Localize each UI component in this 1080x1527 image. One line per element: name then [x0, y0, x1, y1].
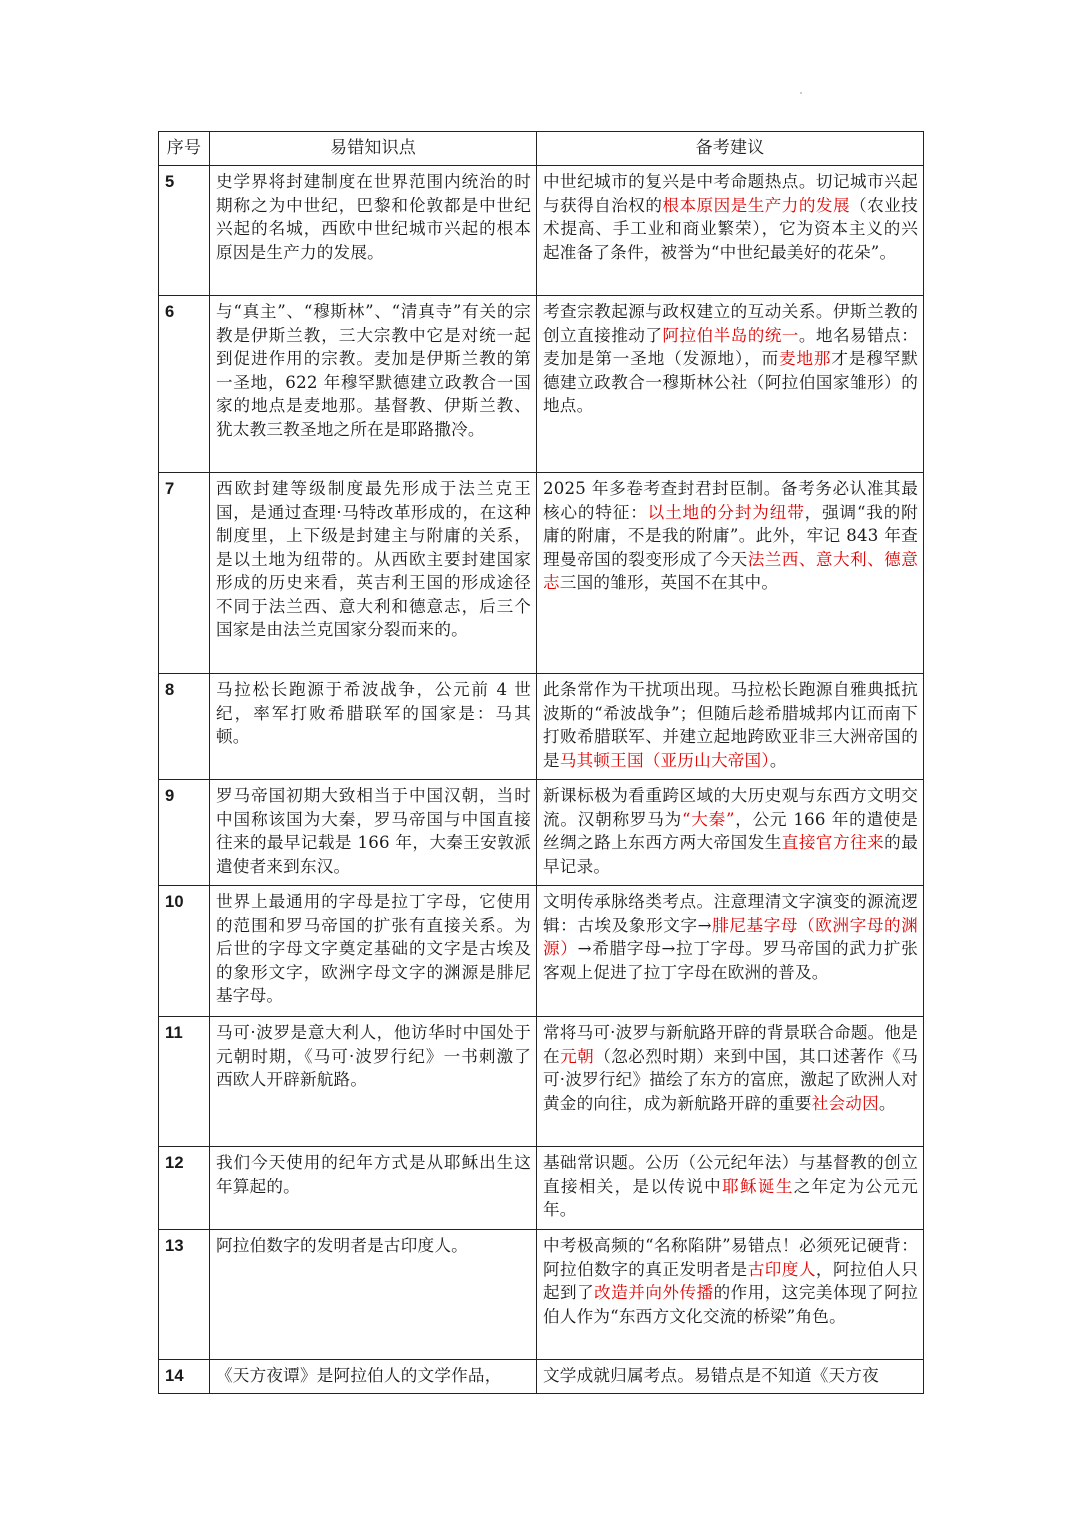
- advice-text: ，公元 166 年的遣使是丝绸之路上东西方两大帝国发生: [543, 809, 918, 852]
- row-number: 8: [159, 674, 210, 780]
- error-point-cell: 史学界将封建制度在世界范围内统治的时期称之为中世纪，巴黎和伦敦都是中世纪兴起的名城，西欧中世纪城市兴起的根本原因是生产力的发展。: [210, 166, 537, 296]
- advice-cell: [537, 1230, 924, 1360]
- advice-cell: [537, 473, 924, 674]
- highlight-text: 元朝: [560, 1046, 595, 1066]
- error-point-cell: 罗马帝国初期大致相当于中国汉朝，当时中国称该国为大秦，罗马帝国与中国直接往来的最早记载是 166 年，大秦王安敦派遣使者来到东汉。: [210, 780, 537, 886]
- advice-text: 之年定为公元元年。: [543, 1176, 918, 1219]
- advice-cell: [537, 1360, 924, 1394]
- highlight-text: 腓尼基字母（欧洲字母的渊源）: [543, 915, 919, 958]
- table-body: [159, 166, 924, 1394]
- advice-text: 此条常作为干扰项出现。马拉松长跑源自雅典抵抗波斯的“希波战争”；但随后趁希腊城邦内讧而南下打败希腊联军、并建立起地跨欧亚非三大洲帝国的是: [543, 680, 918, 770]
- advice-cell: [537, 1147, 924, 1230]
- advice-text: 中考极高频的“名称陷阱”易错点！必须死记硬背：阿拉伯数字的真正发明者是: [543, 1236, 918, 1279]
- table-row: [159, 1017, 924, 1147]
- row-number: 11: [159, 1017, 210, 1147]
- advice-text: 的作用，这完美体现了阿拉伯人作为“东西方文化交流的桥梁”角色。: [543, 1283, 918, 1326]
- header-index: 序号: [159, 132, 210, 166]
- advice-text: 2025 年多卷考查封君封臣制。备考务必认准其最核心的特征：: [543, 479, 918, 522]
- error-point-cell: 与“真主”、“穆斯林”、“清真寺”有关的宗教是伊斯兰教，三大宗教中它是对统一起到促进作用的宗教。麦加是伊斯兰教的第一圣地，622 年穆罕默德建立政教合一国家的地点是麦地那。基督教、伊斯兰教、犹太教三教圣地之所在是耶路撒冷。: [210, 296, 537, 473]
- highlight-text: 根本原因是生产力的发展: [662, 195, 851, 215]
- header-error-point: 易错知识点: [210, 132, 537, 166]
- table-row: [159, 674, 924, 780]
- row-number: 10: [159, 886, 210, 1017]
- table-row: [159, 780, 924, 886]
- table-row: [159, 1230, 924, 1360]
- table-row: [159, 296, 924, 473]
- advice-text: （农业技术提高、手工业和商业繁荣），它为资本主义的兴起准备了条件，被誉为“中世纪最美好的花朵”。: [543, 195, 918, 262]
- error-point-cell: 阿拉伯数字的发明者是古印度人。: [210, 1230, 537, 1360]
- advice-cell: [537, 1017, 924, 1147]
- error-point-cell: 世界上最通用的字母是拉丁字母，它使用的范围和罗马帝国的扩张有直接关系。为后世的字母文字奠定基础的文字是古埃及的象形文字，欧洲字母文字的渊源是腓尼基字母。: [210, 886, 537, 1017]
- advice-text: 的最早记录。: [543, 833, 918, 876]
- advice-text: 文明传承脉络类考点。注意理清文字演变的源流逻辑：古埃及象形文字→: [543, 892, 918, 935]
- table-header-row: [159, 132, 924, 166]
- knowledge-table: [158, 131, 924, 1394]
- table-row: [159, 1360, 924, 1394]
- advice-text: 中世纪城市的复兴是中考命题热点。切记城市兴起与获得自治权的: [543, 172, 918, 215]
- advice-text: 。地名易错点：麦加是第一圣地（发源地），而: [543, 325, 918, 368]
- row-number: 12: [159, 1147, 210, 1230]
- row-number: 14: [159, 1360, 210, 1394]
- highlight-text: 耶稣诞生: [722, 1176, 794, 1196]
- advice-text: 。: [769, 750, 787, 770]
- highlight-text: 以土地的分封为纽带: [647, 502, 805, 522]
- table-row: [159, 166, 924, 296]
- header-advice: 备考建议: [537, 132, 924, 166]
- advice-cell: [537, 886, 924, 1017]
- advice-text: （忽必烈时期）来到中国，其口述著作《马可·波罗行纪》描绘了东方的富庶，激起了欧洲人对黄金的向往，成为新航路开辟的重要: [543, 1046, 918, 1113]
- error-point-cell: 我们今天使用的纪年方式是从耶稣出生这年算起的。: [210, 1147, 537, 1230]
- advice-text: 基础常识题。公历（公元纪年法）与基督教的创立直接相关，是以传说中: [543, 1153, 918, 1196]
- highlight-text: 法兰西、意大利、德意志: [543, 549, 918, 592]
- highlight-text: 直接官方往来: [781, 833, 885, 852]
- advice-text: 三国的雏形，英国不在其中。: [559, 573, 779, 592]
- advice-text: 文学成就归属考点。易错点是不知道《天方夜: [543, 1366, 879, 1385]
- error-point-cell: 西欧封建等级制度最先形成于法兰克王国，是通过查理·马特改革形成的，在这种制度里，上下级是封建主与附庸的关系，是以土地为纽带的。从西欧主要封建国家形成的历史来看，英吉利王国的形成途径不同于法兰西、意大利和德意志，后三个国家是由法兰克国家分裂而来的。: [210, 473, 537, 674]
- advice-cell: [537, 674, 924, 780]
- row-number: 5: [159, 166, 210, 296]
- advice-text: 。: [878, 1093, 896, 1113]
- table-row: [159, 1147, 924, 1230]
- highlight-text: 古印度人: [747, 1259, 816, 1279]
- highlight-text: 改造并向外传播: [594, 1283, 714, 1302]
- highlight-text: 社会动因: [811, 1093, 879, 1113]
- error-point-cell: 马可·波罗是意大利人，他访华时中国处于元朝时期，《马可·波罗行纪》一书刺激了西欧人开辟新航路。: [210, 1017, 537, 1147]
- error-point-cell: 马拉松长跑源于希波战争，公元前 4 世纪，率军打败希腊联军的国家是：马其顿。: [210, 674, 537, 780]
- advice-cell: [537, 780, 924, 886]
- advice-text: 常将马可·波罗与新航路开辟的背景联合命题。他是在: [543, 1023, 918, 1066]
- advice-text: 新课标极为看重跨区域的大历史观与东西方文明交流。汉朝称罗马为: [543, 786, 918, 829]
- advice-text: ，阿拉伯人只起到了: [543, 1259, 918, 1302]
- advice-text: 才是穆罕默德建立政教合一穆斯林公社（阿拉伯国家雏形）的地点。: [543, 349, 918, 415]
- highlight-text: 阿拉伯半岛的统一: [662, 325, 799, 345]
- advice-text: 考查宗教起源与政权建立的互动关系。伊斯兰教的创立直接推动了: [543, 302, 918, 345]
- advice-text: →希腊字母→拉丁字母。罗马帝国的武力扩张客观上促进了拉丁字母在欧洲的普及。: [543, 939, 919, 982]
- row-number: 13: [159, 1230, 210, 1360]
- advice-cell: [537, 166, 924, 296]
- highlight-text: 马其顿王国（亚历山大帝国）: [559, 750, 770, 770]
- highlight-text: “大秦”: [681, 809, 735, 829]
- error-point-cell: 《天方夜谭》是阿拉伯人的文学作品，: [210, 1360, 537, 1394]
- page-mark: [800, 92, 802, 94]
- row-number: 9: [159, 780, 210, 886]
- advice-cell: [537, 296, 924, 473]
- table-row: [159, 473, 924, 674]
- table-row: [159, 886, 924, 1017]
- row-number: 6: [159, 296, 210, 473]
- highlight-text: 麦地那: [779, 349, 832, 368]
- row-number: 7: [159, 473, 210, 674]
- advice-text: ，强调“我的附庸的附庸，不是我的附庸”。此外，牢记 843 年查理曼帝国的裂变形成了今天: [543, 502, 918, 569]
